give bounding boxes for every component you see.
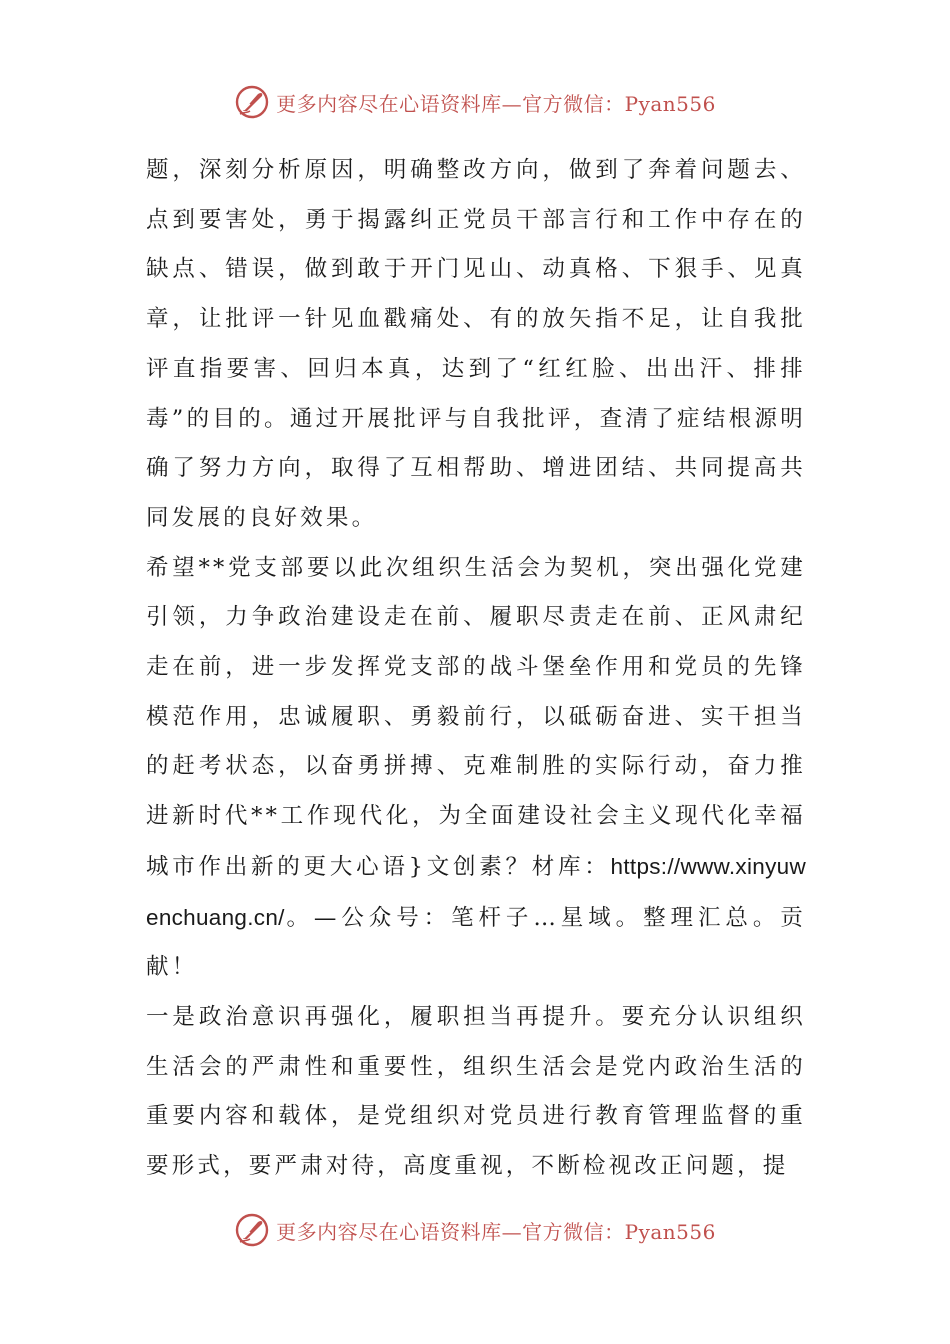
website-url: https://www.xinyuwenchuang.cn/ [146,853,806,930]
paragraph-1: 题，深刻分析原因，明确整改方向，做到了奔着问题去、点到要害处，勇于揭露纠正党员干部言行和工作中存在的缺点、错误，做到敢于开门见山、动真格、下狠手、见真章，让批评一针见血戳痛处、有的放矢指不足，让自我批评直指要害、回归本真，达到了“红红脸、出出汗、排排毒”的目的。通过开展批评与自我批评，查清了症结根源明确了努力方向，取得了互相帮助、增进团结、共同提高共同发展的良好效果。 [146,157,806,531]
header-banner [0,80,950,124]
paragraph-3: 一是政治意识再强化，履职担当再提升。要充分认识组织生活会的严肃性和重要性，组织生活会是党内政治生活的重要内容和载体，是党组织对党员进行教育管理监督的重要形式，要严肃对待，高度重视，不断检视改正问题，提 [146,1003,806,1180]
quill-logo-icon [234,84,270,120]
footer-banner-text: 更多内容尽在心语资料库—官方微信：Pyan556 [276,1219,716,1244]
quill-logo-icon [234,1212,270,1248]
header-banner-text: 更多内容尽在心语资料库—官方微信：Pyan556 [276,91,716,116]
paragraph-2: 希望**党支部要以此次组织生活会为契机，突出强化党建引领，力争政治建设走在前、履职尽责走在前、正风肃纪走在前，进一步发挥党支部的战斗堡垒作用和党员的先锋模范作用，忠诚履职、勇毅前行，以砥砺奋进、实干担当的赶考状态，以奋勇拼搏、克难制胜的实际行动，奋力推进新时代**工作现代化，为全面建设社会主义现代化幸福城市作出新的更大心语}文创素？材库：https://www.xinyuwenchuang.cn/。—公众号：笔杆子…星域。整理汇总。贡献！ [146,554,806,981]
footer-banner [0,1208,950,1252]
document-body [146,146,806,1192]
